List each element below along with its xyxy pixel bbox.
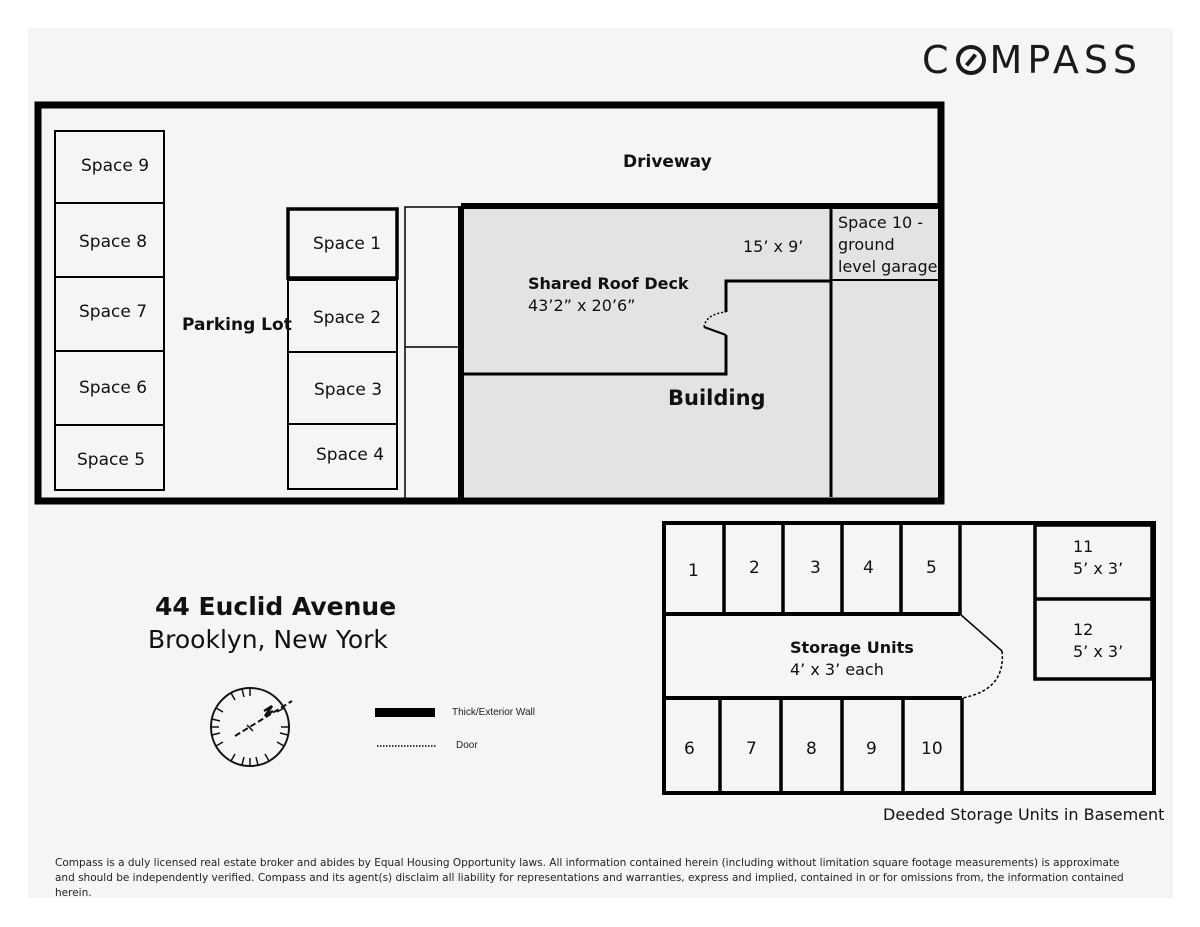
storage-unit-4: 4 — [863, 558, 874, 578]
parking-lot-label: Parking Lot — [182, 315, 292, 335]
legal-disclaimer: Compass is a duly licensed real estate broker and abides by Equal Housing Opportunity laws. All information contained herein (including without limitation square footage measurements) is approximate and should be independently verified. Compass and its agent(s) disclaim all liability for representations and warranties, express and implied, contained in or for omissions from, the information contained herein. — [55, 857, 1124, 899]
roof-deck-dimensions: 43’2” x 20’6” — [528, 296, 636, 315]
narrow-strip — [405, 207, 460, 500]
roof-extension-dimensions: 15’ x 9’ — [743, 237, 804, 256]
storage-unit-7: 7 — [746, 739, 757, 759]
storage-unit-3: 3 — [810, 558, 821, 578]
parking-space-1: Space 1 — [313, 234, 382, 254]
property-address-city: Brooklyn, New York — [148, 625, 388, 654]
parking-space-4: Space 4 — [316, 445, 385, 465]
north-arrow-icon — [211, 688, 292, 766]
roof-deck-label: Shared Roof Deck — [528, 274, 689, 293]
parking-space-5: Space 5 — [77, 450, 146, 470]
storage-unit-6: 6 — [684, 739, 695, 759]
storage-unit-9: 9 — [866, 739, 877, 759]
driveway-label: Driveway — [623, 152, 712, 172]
legend-door-label: Door — [456, 740, 478, 751]
storage-unit-11: 11 5’ x 3’ — [1073, 537, 1124, 578]
compass-logo: C MPASS — [922, 38, 1143, 82]
property-address-street: 44 Euclid Avenue — [155, 592, 397, 621]
parking-space-6: Space 6 — [79, 378, 148, 398]
storage-unit-2: 2 — [749, 558, 760, 578]
thick-wall-legend-symbol — [375, 708, 435, 717]
legend-thick-wall-label: Thick/Exterior Wall — [452, 707, 535, 718]
storage-unit-size: 4’ x 3’ each — [790, 660, 884, 679]
storage-unit-5: 5 — [926, 558, 937, 578]
building-label: Building — [668, 386, 766, 410]
storage-corridor-label: Storage Units — [790, 638, 914, 657]
parking-space-2: Space 2 — [313, 308, 382, 328]
storage-unit-12: 12 5’ x 3’ — [1073, 620, 1124, 661]
parking-space-9: Space 9 — [81, 156, 150, 176]
parking-space-8: Space 8 — [79, 232, 148, 252]
storage-caption: Deeded Storage Units in Basement — [883, 805, 1165, 824]
garage-space-10-label: Space 10 - ground level garage — [838, 213, 938, 276]
storage-unit-10: 10 — [921, 739, 943, 759]
parking-space-3: Space 3 — [314, 380, 383, 400]
parking-space-7: Space 7 — [79, 302, 148, 322]
storage-unit-1: 1 — [688, 561, 699, 581]
storage-unit-8: 8 — [806, 739, 817, 759]
